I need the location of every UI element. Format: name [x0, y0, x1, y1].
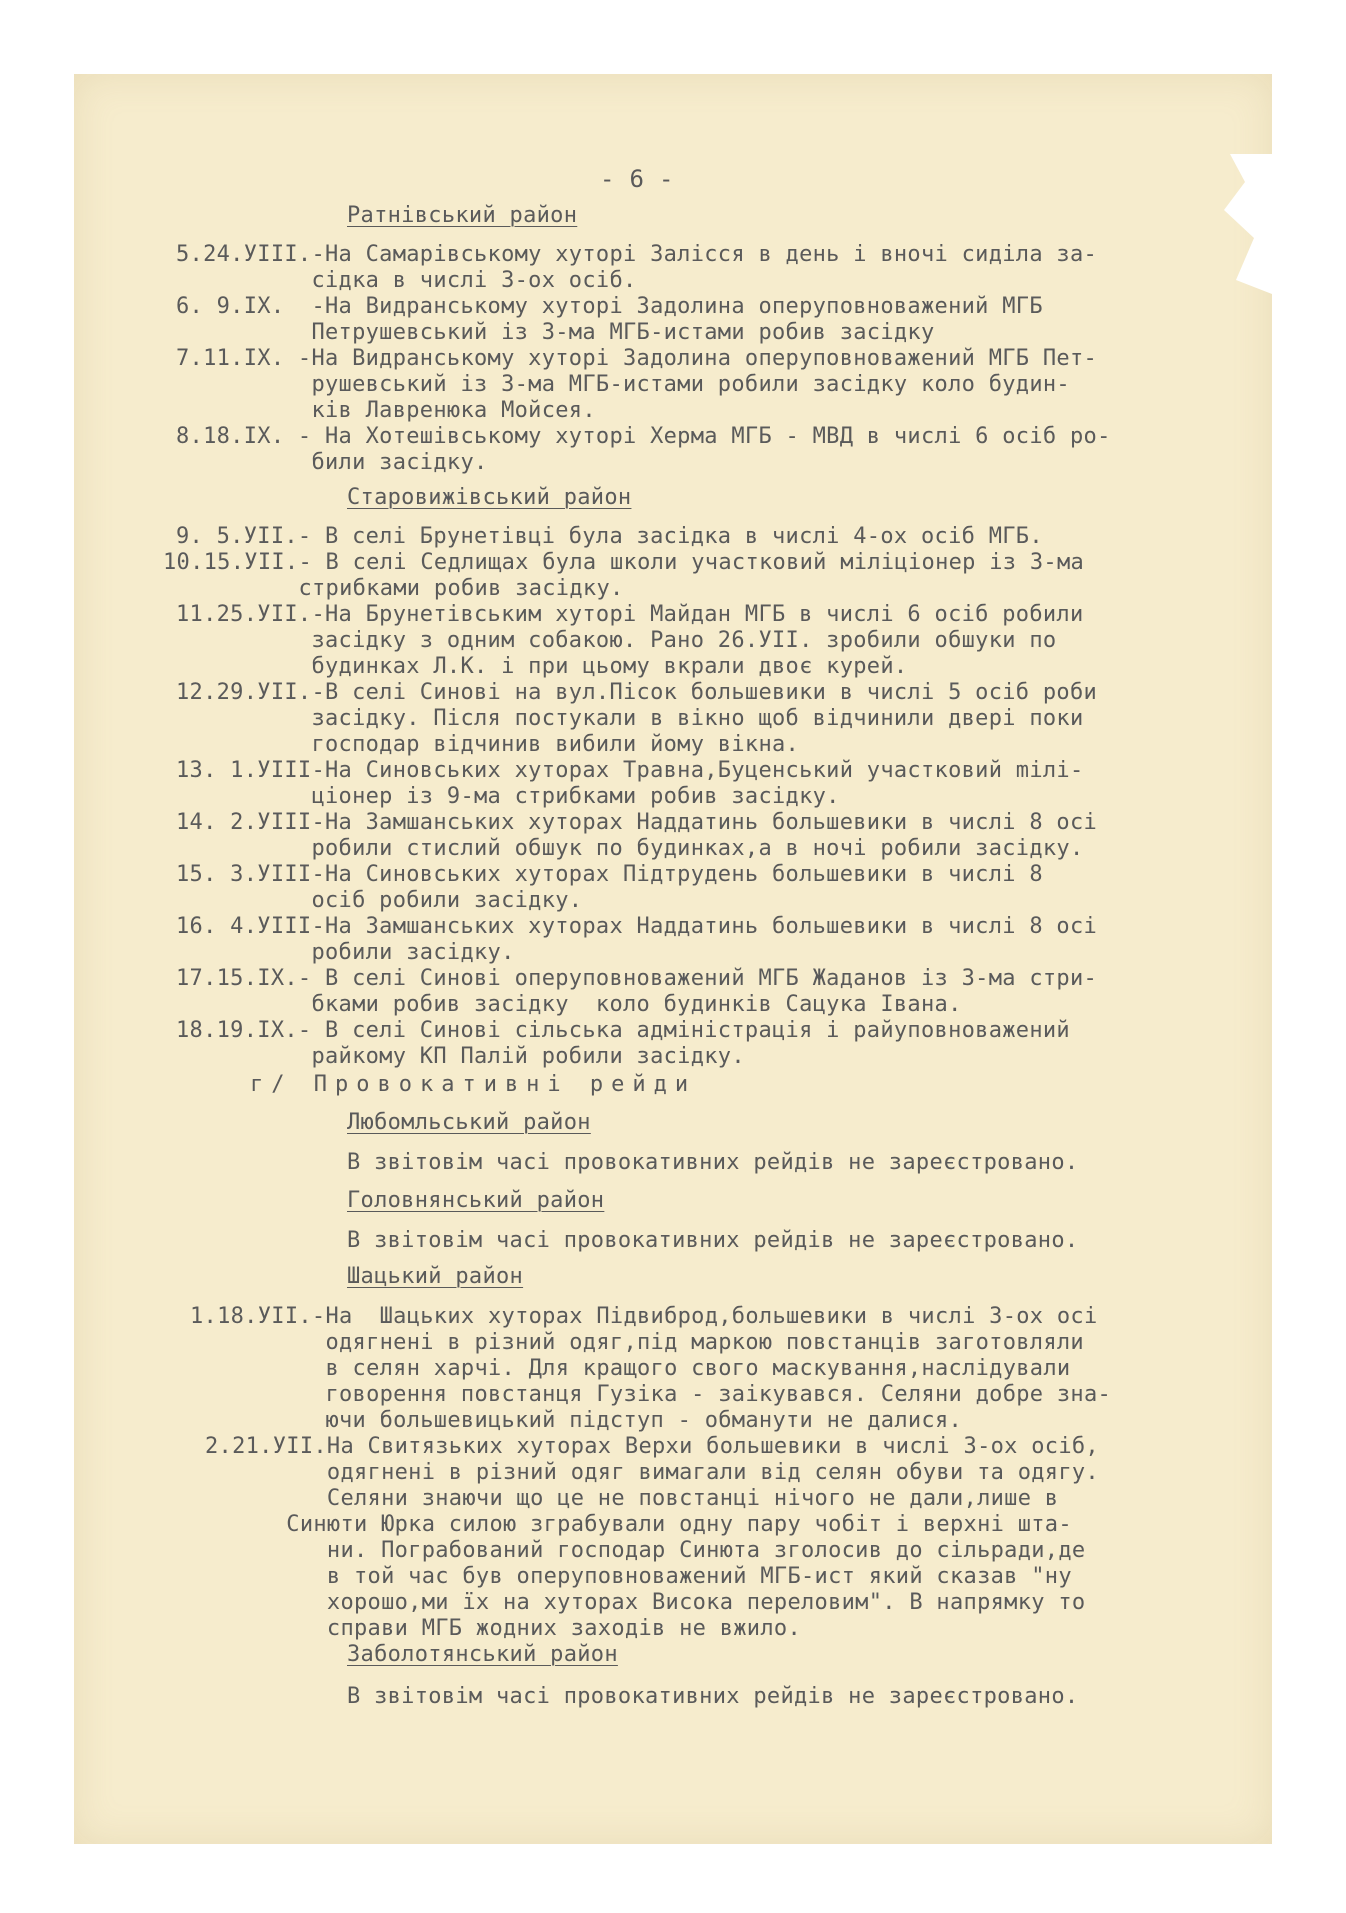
text-liuboml: В звітовім часі провокативних рейдів не зареєстровано.	[347, 1150, 1079, 1175]
entry-ratniv-1: 5.24.УІІІ.-На Самарівському хуторі Залісся в день і вночі сиділа за- сідка в числі 3-ох осіб.	[176, 242, 1098, 293]
entry-starovyzh-11: 11.25.УІІ.-На Брунетівським хуторі Майдан МГБ в числі 6 осіб робили засідку з одним собакою. Рано 26.УІІ. зробили обшуки по будинках Л.К. і при цьому вкрали двоє курей.	[176, 602, 1084, 679]
entry-ratniv-4: 8.18.ІХ. - На Хотешівському хуторі Херма МГБ - МВД в числі 6 осіб ро- били засідку.	[176, 424, 1111, 475]
entry-ratniv-3: 7.11.ІХ. -На Видранському хуторі Задолина оперуповноважений МГБ Пет- рушевський із 3-ма МГБ-истами робили засідку коло будин- ків Лавренюка Мойсея.	[176, 346, 1098, 423]
section-heading-holovne: Головнянський район	[347, 1188, 605, 1213]
section-heading-provocative-raids: г/ Провокативні рейди	[250, 1072, 697, 1097]
entry-starovyzh-14: 14. 2.УІІІ-На Замшанських хуторах Наддатинь большевики в числі 8 осі робили стислий обшук по будинках,а в ночі робили засідку.	[176, 810, 1098, 861]
text-zabolottia: В звітовім часі провокативних рейдів не зареєстровано.	[347, 1684, 1079, 1709]
entry-shatsk-1: 1.18.УІІ.-На Шацьких хуторах Підвиброд,большевики в числі 3-ох осі одягнені в різний одяг,під маркою повстанців заготовляли в селян харчі. Для кращого свого маскування,наслідували говорення повстанця Гузіка - заікувався. Селяни добре зна- ючи большевицький підступ - обманути не далися.	[190, 1304, 1112, 1433]
entry-starovyzh-17: 17.15.ІХ.- В селі Синові оперуповноважений МГБ Жаданов із 3-ма стри- бками робив засідку коло будинків Сацука Івана.	[176, 966, 1098, 1017]
entry-shatsk-2: 2.21.УІІ.На Свитязьких хуторах Верхи большевики в числі 3-ох осіб, одягнені в різний одяг вимагали від селян обуви та одягу. Селяни знаючи що це не повстанці нічого не дали,лише в Синюти Юрка силою зграбували одну пару чобіт і верхні шта- ни. Пограбований господар Синюта зголосив до сільради,де в той час був оперуповноважений МГБ-ист який сказав "ну хорошо,ми їх на хуторах Висока переловим". В напрямку то справи МГБ жодних заходів не вжило.	[205, 1434, 1099, 1641]
text-holovne: В звітовім часі провокативних рейдів не зареєстровано.	[347, 1228, 1079, 1253]
entry-starovyzh-13: 13. 1.УІІІ-На Синовських хуторах Травна,Буценський участковий mілі- ціонер із 9-ма стрибками робив засідку.	[176, 758, 1084, 809]
torn-corner	[1212, 154, 1272, 294]
section-heading-ratniv: Ратнівський район	[347, 203, 578, 228]
section-heading-liuboml: Любомльський район	[347, 1110, 591, 1135]
section-heading-shatsk: Шацький район	[347, 1264, 524, 1289]
section-heading-starovyzh: Старовижівський район	[347, 485, 632, 510]
entry-starovyzh-10: 10.15.УІІ.- В селі Седлищах була школи участковий міліціонер із 3-ма стрибками робив засідку.	[163, 550, 1085, 601]
entry-starovyzh-16: 16. 4.УІІІ-На Замшанських хуторах Наддатинь большевики в числі 8 осі робили засідку.	[176, 914, 1098, 965]
entry-starovyzh-18: 18.19.ІХ.- В селі Синові сільська адміністрація і райуповноважений райкому КП Палій робили засідку.	[176, 1018, 1070, 1069]
entry-starovyzh-15: 15. 3.УІІІ-На Синовських хуторах Підтрудень большевики в числі 8 осіб робили засідку.	[176, 862, 1043, 913]
section-heading-zabolottia: Заболотянський район	[347, 1642, 618, 1667]
entry-starovyzh-9: 9. 5.УІІ.- В селі Брунетівці була засідка в числі 4-ох осіб МГБ.	[176, 524, 1043, 549]
entry-starovyzh-12: 12.29.УІІ.-В селі Синові на вул.Пісок большевики в числі 5 осіб роби засідку. Після постукали в вікно щоб відчинили двері поки господар відчинив вибили йому вікна.	[176, 680, 1098, 757]
page-number: - 6 -	[600, 165, 674, 193]
entry-ratniv-2: 6. 9.ІХ. -На Видранському хуторі Задолина оперуповноважений МГБ Петрушевський із 3-ма МГБ-истами робив засідку	[176, 294, 1043, 345]
